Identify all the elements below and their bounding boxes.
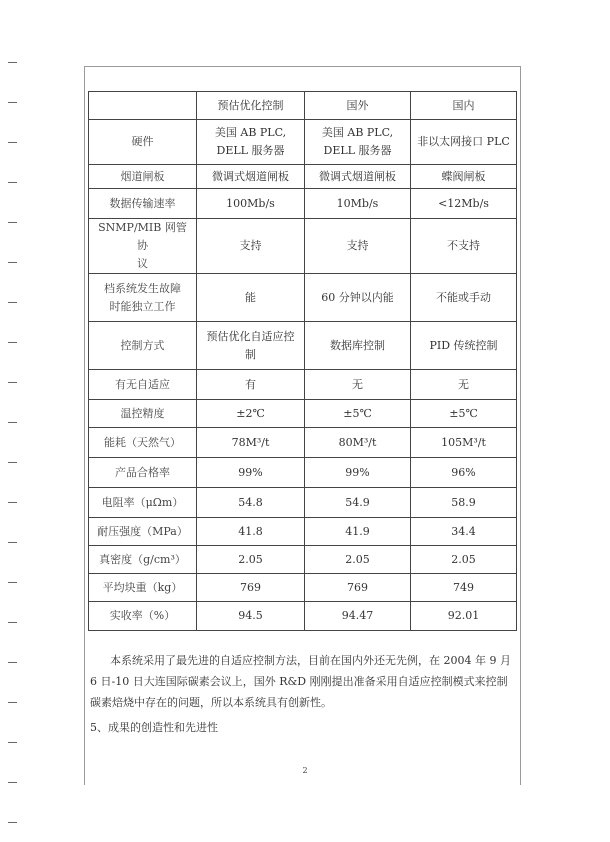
row-label: 有无自适应 [89,370,197,400]
margin-mark [8,262,17,263]
margin-mark [8,302,17,303]
table-cell: 749 [411,574,517,602]
table-row [89,219,517,274]
header-cell [89,92,197,120]
page-number: 2 [302,766,308,775]
table-cell: 支持 [197,219,305,274]
table-cell: 非以太网接口 PLC [411,120,517,165]
margin-mark [8,542,17,543]
header-cell: 预估优化控制 [197,92,305,120]
note-paragraph: 本系统采用了最先进的自适应控制方法，目前在国内外还无先例，在 2004 年 9 月 6 日-10 日大连国际碳素会议上，国外 R&D 刚刚提出准备采用自适应控制模式来控制碳素焙烧中存在的问题，所以本系统具有创新性。 [90,654,511,709]
row-label: SNMP/MIB 网管协 议 [89,219,197,274]
margin-mark [8,702,17,703]
table-cell: 78M³/t [197,428,305,458]
table-cell: 58.9 [411,488,517,518]
table-cell: <12Mb/s [411,189,517,219]
table-cell: 54.9 [305,488,411,518]
margin-mark [8,422,17,423]
table-cell: 80M³/t [305,428,411,458]
row-label: 能耗（天然气） [89,428,197,458]
table-cell: 支持 [305,219,411,274]
table-row [89,189,517,219]
table-cell: 不支持 [411,219,517,274]
table-cell: 蝶阀闸板 [411,165,517,189]
table-cell: 54.8 [197,488,305,518]
margin-mark [8,222,17,223]
margin-mark [8,182,17,183]
margin-mark [8,622,17,623]
margin-mark [8,782,17,783]
row-label: 电阻率（μΩm） [89,488,197,518]
table-cell: 60 分钟以内能 [305,274,411,322]
table-cell: 10Mb/s [305,189,411,219]
table-cell: 美国 AB PLC, DELL 服务器 [197,120,305,165]
margin-mark [8,462,17,463]
table-header-row [89,92,517,120]
table-row [89,574,517,602]
table-cell: 无 [411,370,517,400]
table-cell: 预估优化自适应控 制 [197,322,305,370]
table-cell: 2.05 [305,546,411,574]
table-cell: 34.4 [411,518,517,546]
table-cell: 92.01 [411,602,517,631]
table-cell: 数据库控制 [305,322,411,370]
section-heading: 5、成果的创造性和先进性 [90,721,218,734]
table-cell: 微调式烟道闸板 [197,165,305,189]
margin-mark [8,382,17,383]
margin-mark [8,822,17,823]
table-row [89,120,517,165]
row-label: 耐压强度（MPa） [89,518,197,546]
table-cell: PID 传统控制 [411,322,517,370]
table-row [89,400,517,428]
margin-mark [8,582,17,583]
note-block [90,650,516,738]
table-row [89,274,517,322]
row-label: 实收率（%） [89,602,197,631]
header-cell: 国内 [411,92,517,120]
table-cell: 无 [305,370,411,400]
row-label: 平均块重（kg） [89,574,197,602]
margin-mark [8,102,17,103]
row-label: 控制方式 [89,322,197,370]
table-cell: ±5℃ [305,400,411,428]
table-cell: ±2℃ [197,400,305,428]
header-cell: 国外 [305,92,411,120]
table-cell: 769 [197,574,305,602]
row-label: 档系统发生故障 时能独立工作 [89,274,197,322]
table-cell: 41.9 [305,518,411,546]
margin-mark [8,62,17,63]
margin-mark [8,742,17,743]
table-cell: 2.05 [411,546,517,574]
row-label: 烟道闸板 [89,165,197,189]
row-label: 真密度（g/cm³） [89,546,197,574]
table-cell: 不能或手动 [411,274,517,322]
table-cell: 100Mb/s [197,189,305,219]
table-cell: 2.05 [197,546,305,574]
margin-mark [8,502,17,503]
table-cell: 94.47 [305,602,411,631]
row-label: 数据传输速率 [89,189,197,219]
row-label: 温控精度 [89,400,197,428]
table-cell: 105M³/t [411,428,517,458]
table-cell: 96% [411,458,517,488]
table-cell: 能 [197,274,305,322]
table-row [89,322,517,370]
table-cell: 微调式烟道闸板 [305,165,411,189]
table-row [89,370,517,400]
comparison-table [88,91,517,631]
table-cell: 769 [305,574,411,602]
table-row [89,428,517,458]
table-row [89,546,517,574]
table-cell: 99% [305,458,411,488]
table-row [89,458,517,488]
table-row [89,518,517,546]
table-cell: 有 [197,370,305,400]
row-label: 产品合格率 [89,458,197,488]
table-cell: 99% [197,458,305,488]
table-cell: ±5℃ [411,400,517,428]
row-label: 硬件 [89,120,197,165]
table-row [89,602,517,631]
margin-mark [8,662,17,663]
table-row [89,165,517,189]
table-cell: 美国 AB PLC, DELL 服务器 [305,120,411,165]
margin-mark [8,342,17,343]
margin-mark [8,142,17,143]
table-cell: 94.5 [197,602,305,631]
table-row [89,488,517,518]
table-cell: 41.8 [197,518,305,546]
